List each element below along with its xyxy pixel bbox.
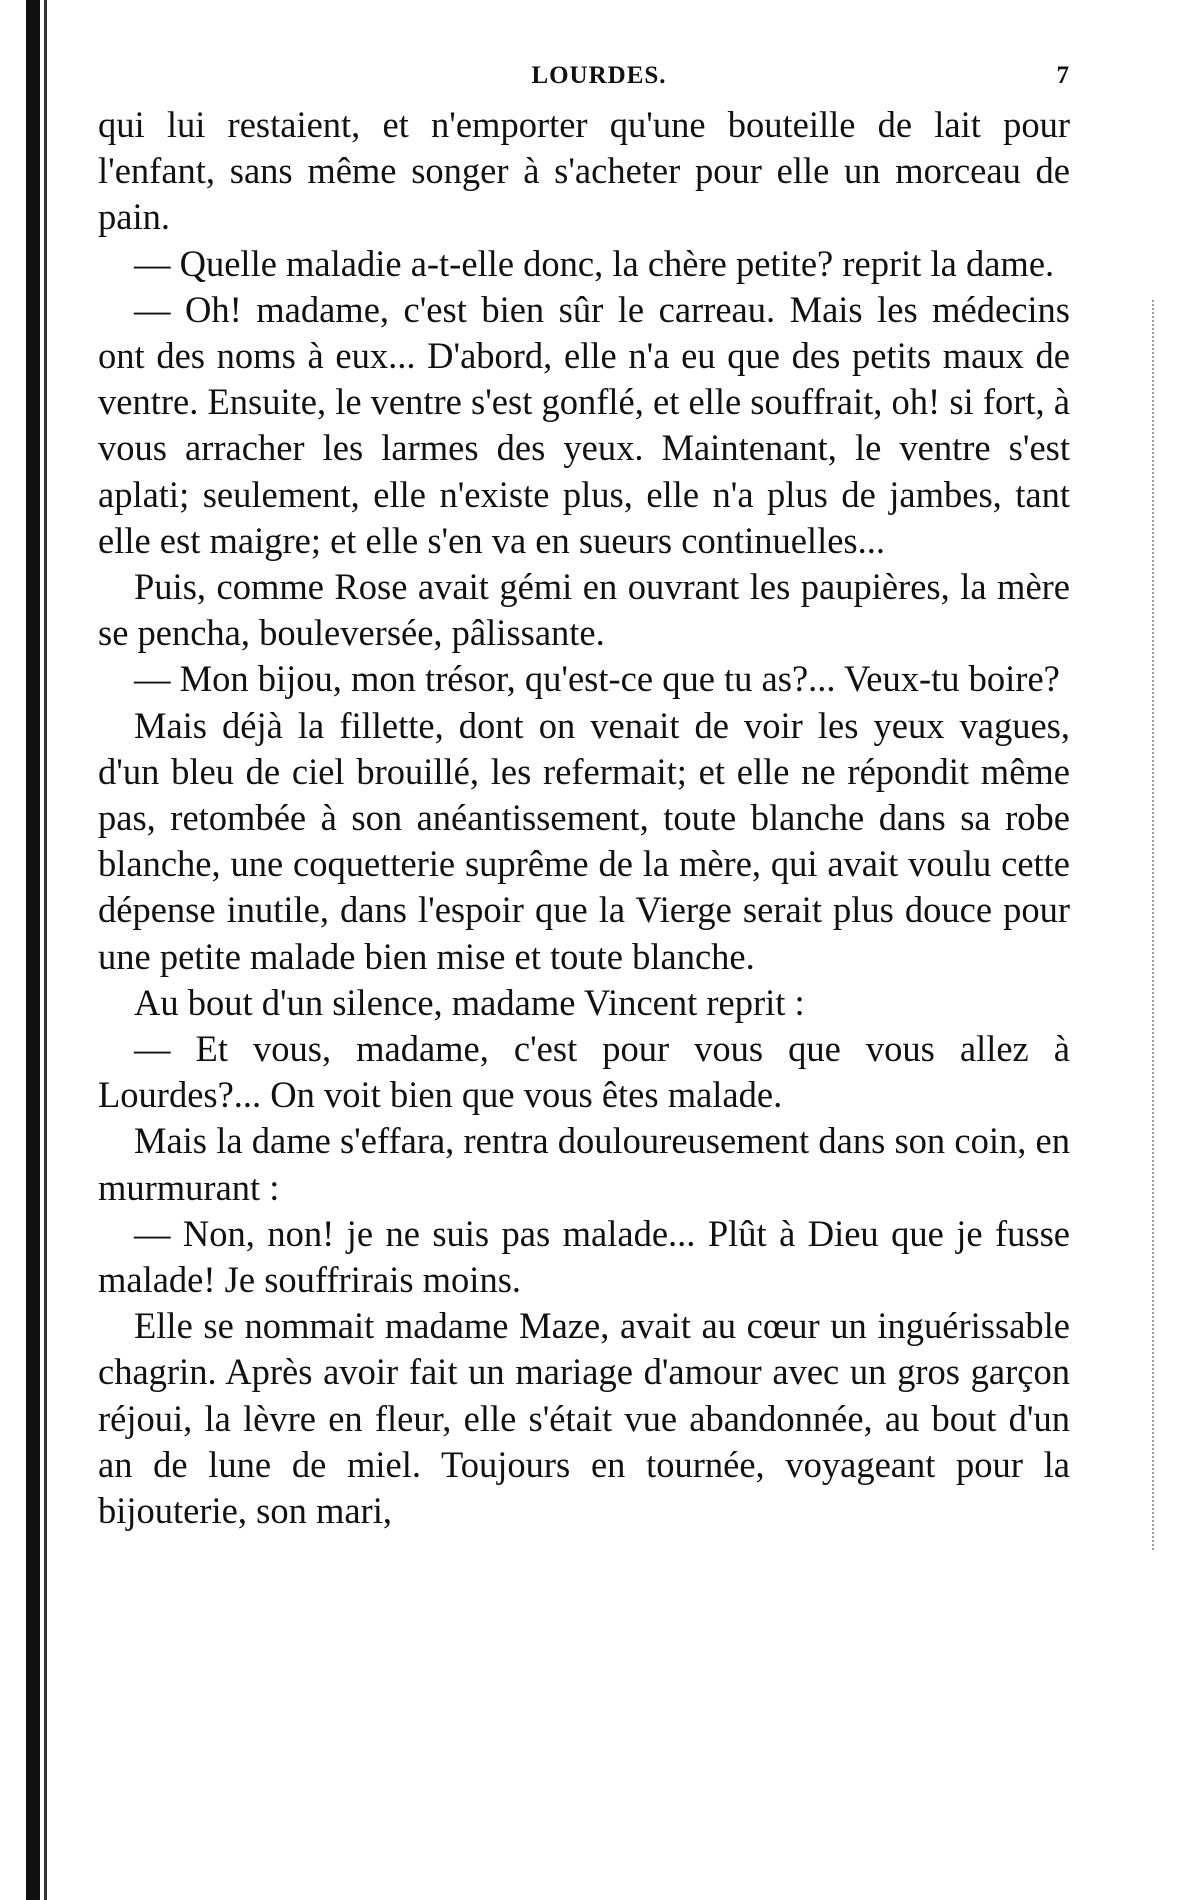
paragraph: — Non, non! je ne suis pas malade... Plût à Dieu que je fusse malade! Je souffrirais moins. — [98, 1212, 1070, 1301]
page-header — [98, 62, 1070, 102]
paragraph: Mais déjà la fillette, dont on venait de voir les yeux vagues, d'un bleu de ciel brouillé, les refermait; et elle ne répondit même pas, retombée à son anéantissement, toute blanche dans sa robe blanche, une coquetterie suprême de la mère, qui avait voulu cette dépense inutile, dans l'espoir que la Vierge serait plus douce pour une petite malade bien mise et toute blanche. — [98, 704, 1070, 977]
paragraph: — Oh! madame, c'est bien sûr le carreau. Mais les médecins ont des noms à eux... D'abord, elle n'a eu que des petits maux de ventre. Ensuite, le ventre s'est gonflé, et elle souffrait, oh! si fort, à vous arracher les larmes des yeux. Maintenant, le ventre s'est aplati; seulement, elle n'existe plus, elle n'a plus de jambes, tant elle est maigre; et elle s'en va en sueurs continuelles... — [98, 288, 1070, 561]
body-text — [98, 102, 1070, 1534]
scan-speckles — [1152, 300, 1156, 1550]
book-page — [98, 62, 1070, 1534]
book-binding-edge — [26, 0, 40, 1900]
page-number: 7 — [1056, 62, 1070, 89]
paragraph: — Quelle maladie a-t-elle donc, la chère petite? reprit la dame. — [134, 242, 1055, 284]
paragraph: Puis, comme Rose avait gémi en ouvrant les paupières, la mère se pencha, bouleversée, pâlissante. — [98, 566, 1070, 654]
paragraph: Mais la dame s'effara, rentra douloureusement dans son coin, en murmurant : — [98, 1120, 1070, 1208]
running-title: LOURDES. — [531, 62, 667, 89]
paragraph: — Mon bijou, mon trésor, qu'est-ce que tu as?... Veux-tu boire? — [134, 658, 1060, 700]
paragraph: Elle se nommait madame Maze, avait au cœur un inguérissable chagrin. Après avoir fait un mariage d'amour avec un gros garçon réjoui, la lèvre en fleur, elle s'était vue abandonnée, au bout d'un an de lune de miel. Toujours en tournée, voyageant pour la bijouterie, son mari, — [98, 1305, 1070, 1532]
paragraph: qui lui restaient, et n'emporter qu'une bouteille de lait pour l'enfant, sans même songer à s'acheter pour elle un morceau de pain. — [98, 104, 1070, 238]
paragraph: Au bout d'un silence, madame Vincent reprit : — [134, 981, 805, 1023]
paragraph: — Et vous, madame, c'est pour vous que vous allez à Lourdes?... On voit bien que vous êtes malade. — [98, 1028, 1070, 1116]
binding-shadow-line — [44, 0, 47, 1900]
